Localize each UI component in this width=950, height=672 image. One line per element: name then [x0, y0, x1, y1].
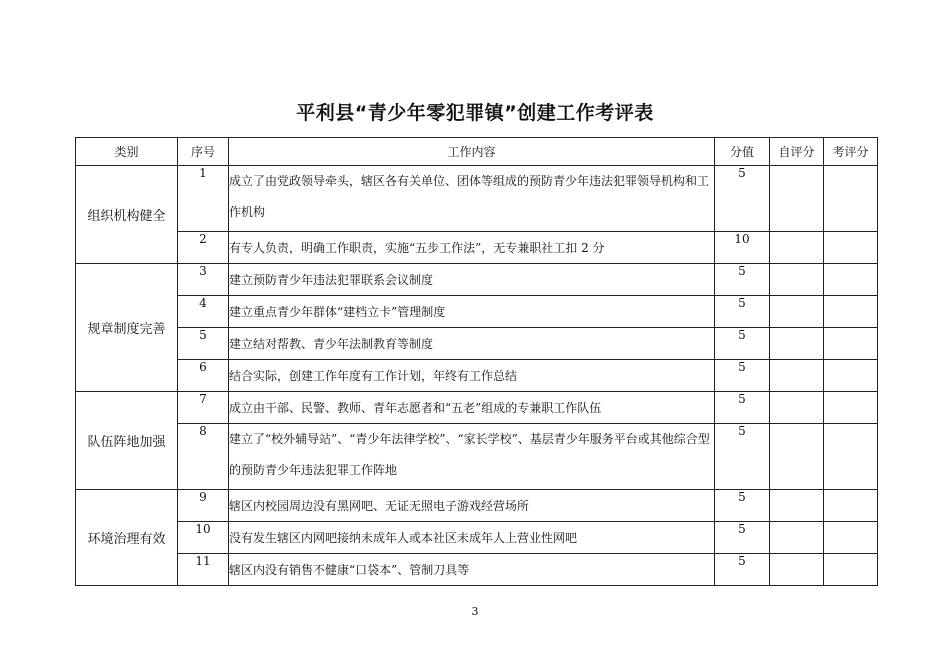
content-cell: 没有发生辖区内网吧接纳未成年人或本社区未成年人上营业性网吧	[229, 522, 715, 554]
content-cell: 建立预防青少年违法犯罪联系会议制度	[229, 264, 715, 296]
self-score-cell[interactable]	[770, 328, 824, 360]
table-row	[76, 490, 878, 522]
header-self-score: 自评分	[770, 138, 824, 166]
eval-score-cell[interactable]	[824, 522, 878, 554]
score-cell: 5	[715, 328, 770, 360]
category-cell: 队伍阵地加强	[76, 392, 178, 490]
header-seq: 序号	[178, 138, 229, 166]
seq-cell: 9	[178, 490, 229, 522]
content-cell: 辖区内校园周边没有黑网吧、无证无照电子游戏经营场所	[229, 490, 715, 522]
header-content: 工作内容	[229, 138, 715, 166]
content-cell: 结合实际，创建工作年度有工作计划，年终有工作总结	[229, 360, 715, 392]
eval-score-cell[interactable]	[824, 166, 878, 232]
table-row	[76, 296, 878, 328]
content-cell: 成立了由党政领导牵头，辖区各有关单位、团体等组成的预防青少年违法犯罪领导机构和工作机构	[229, 166, 715, 232]
table-row	[76, 424, 878, 490]
score-cell: 5	[715, 264, 770, 296]
score-cell: 5	[715, 360, 770, 392]
seq-cell: 11	[178, 554, 229, 586]
table-row	[76, 166, 878, 232]
table-row	[76, 360, 878, 392]
eval-score-cell[interactable]	[824, 296, 878, 328]
category-cell: 环境治理有效	[76, 490, 178, 586]
seq-cell: 2	[178, 232, 229, 264]
self-score-cell[interactable]	[770, 424, 824, 490]
self-score-cell[interactable]	[770, 392, 824, 424]
table-row	[76, 264, 878, 296]
category-cell: 规章制度完善	[76, 264, 178, 392]
table-row	[76, 232, 878, 264]
seq-cell: 1	[178, 166, 229, 232]
category-cell: 组织机构健全	[76, 166, 178, 264]
seq-cell: 4	[178, 296, 229, 328]
seq-cell: 10	[178, 522, 229, 554]
header-category: 类别	[76, 138, 178, 166]
self-score-cell[interactable]	[770, 490, 824, 522]
self-score-cell[interactable]	[770, 360, 824, 392]
eval-score-cell[interactable]	[824, 360, 878, 392]
content-cell: 有专人负责，明确工作职责，实施“五步工作法”，无专兼职社工扣 2 分	[229, 232, 715, 264]
self-score-cell[interactable]	[770, 232, 824, 264]
eval-score-cell[interactable]	[824, 232, 878, 264]
seq-cell: 6	[178, 360, 229, 392]
content-cell: 建立结对帮教、青少年法制教育等制度	[229, 328, 715, 360]
score-cell: 5	[715, 296, 770, 328]
score-cell: 5	[715, 424, 770, 490]
seq-cell: 8	[178, 424, 229, 490]
table-row	[76, 522, 878, 554]
eval-score-cell[interactable]	[824, 328, 878, 360]
score-cell: 5	[715, 392, 770, 424]
table-row	[76, 554, 878, 586]
content-cell: 成立由干部、民警、教师、青年志愿者和“五老”组成的专兼职工作队伍	[229, 392, 715, 424]
eval-score-cell[interactable]	[824, 554, 878, 586]
header-score: 分值	[715, 138, 770, 166]
content-cell: 建立重点青少年群体“建档立卡”管理制度	[229, 296, 715, 328]
eval-score-cell[interactable]	[824, 392, 878, 424]
self-score-cell[interactable]	[770, 554, 824, 586]
seq-cell: 3	[178, 264, 229, 296]
eval-score-cell[interactable]	[824, 490, 878, 522]
content-cell: 辖区内没有销售不健康“口袋本”、管制刀具等	[229, 554, 715, 586]
document-title: 平利县“青少年零犯罪镇”创建工作考评表	[296, 102, 654, 124]
seq-cell: 5	[178, 328, 229, 360]
score-cell: 5	[715, 554, 770, 586]
content-cell: 建立了“校外辅导站”、“青少年法律学校”、“家长学校”、基层青少年服务平台或其他综合型的预防青少年违法犯罪工作阵地	[229, 424, 715, 490]
self-score-cell[interactable]	[770, 264, 824, 296]
self-score-cell[interactable]	[770, 166, 824, 232]
header-eval-score: 考评分	[824, 138, 878, 166]
table-header-row	[76, 138, 878, 166]
eval-score-cell[interactable]	[824, 424, 878, 490]
score-cell: 5	[715, 522, 770, 554]
page-number: 3	[471, 605, 479, 618]
score-cell: 5	[715, 166, 770, 232]
score-cell: 10	[715, 232, 770, 264]
eval-score-cell[interactable]	[824, 264, 878, 296]
self-score-cell[interactable]	[770, 522, 824, 554]
score-cell: 5	[715, 490, 770, 522]
evaluation-table	[75, 137, 878, 586]
self-score-cell[interactable]	[770, 296, 824, 328]
table-row	[76, 392, 878, 424]
seq-cell: 7	[178, 392, 229, 424]
table-row	[76, 328, 878, 360]
